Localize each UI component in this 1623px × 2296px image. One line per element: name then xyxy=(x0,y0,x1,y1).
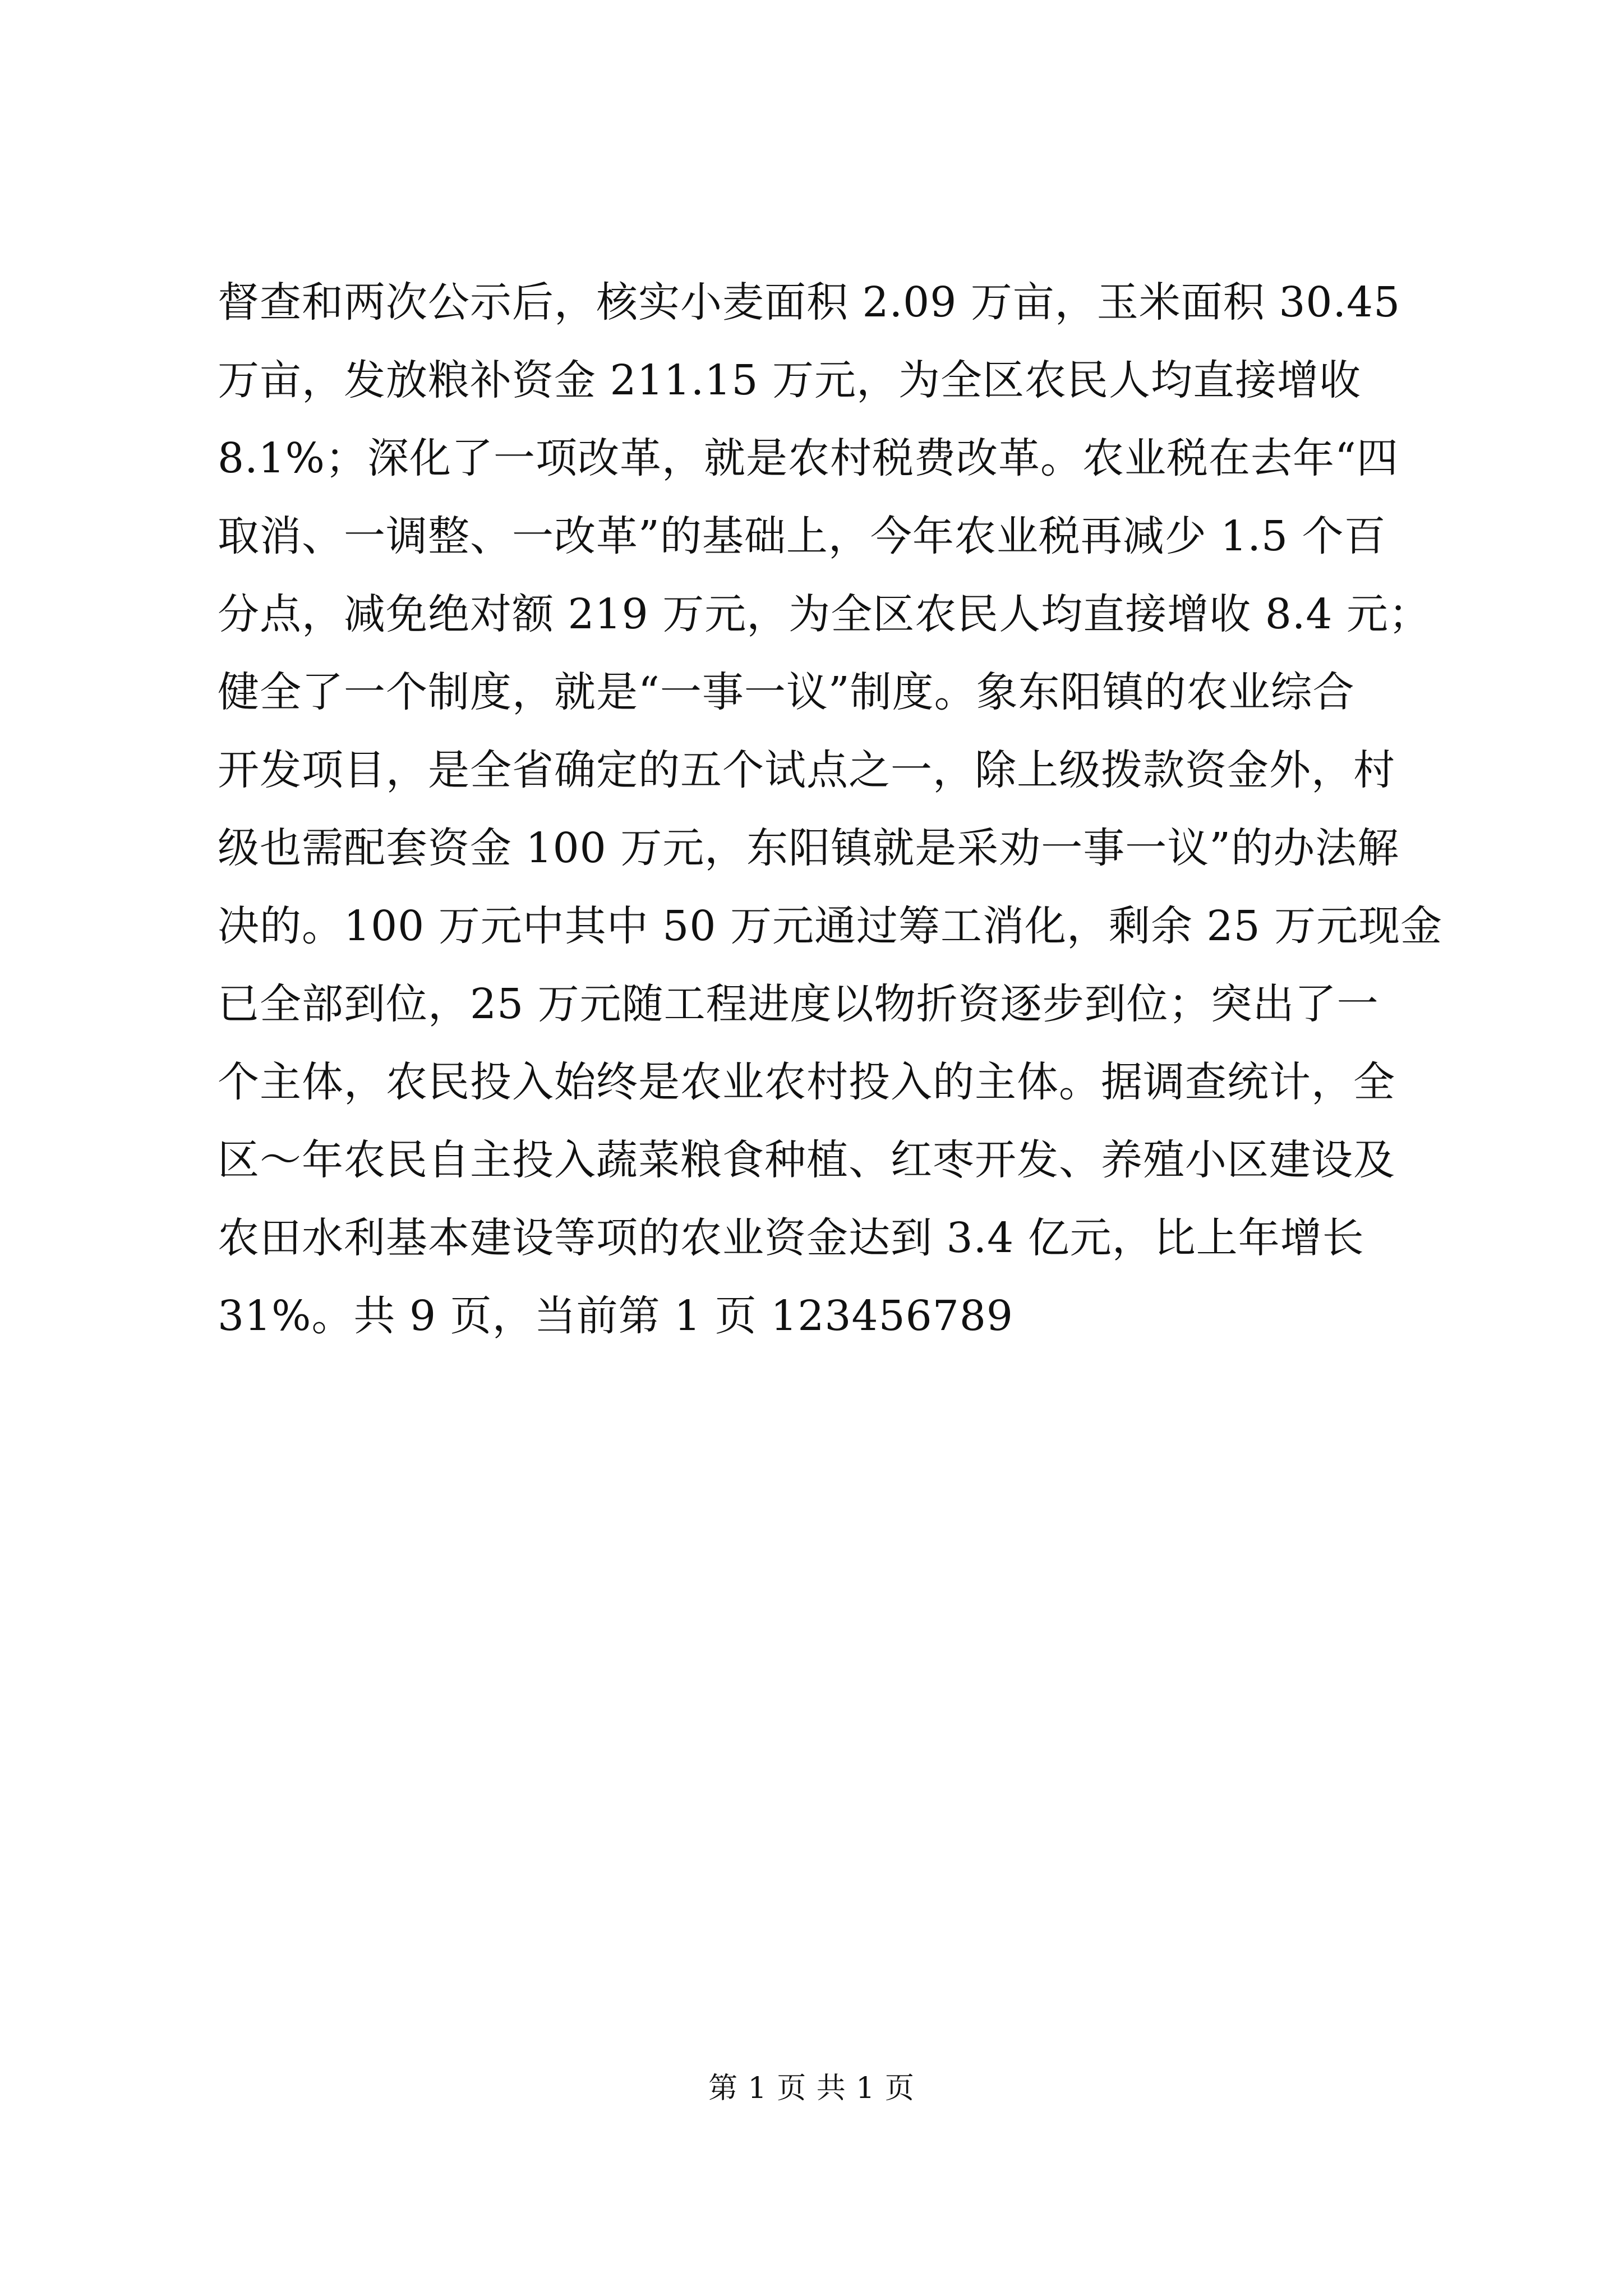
text-line: 个主体，农民投入始终是农业农村投入的主体。据调查统计，全 xyxy=(218,1058,1395,1106)
text-line: 健全了一个制度，就是“一事一议”制度。象东阳镇的农业综合 xyxy=(218,668,1355,716)
text-line: 开发项目，是全省确定的五个试点之一，除上级拨款资金外，村 xyxy=(218,746,1395,794)
page-footer: 第 1 页 共 1 页 xyxy=(708,2072,915,2105)
text-line: 级也需配套资金 100 万元，东阳镇就是采劝一事一议”的办法解 xyxy=(218,824,1400,872)
body-paragraph xyxy=(218,264,1443,1355)
text-line: 取消、一调整、一改革”的基础上，今年农业税再减少 1.5 个百 xyxy=(218,512,1386,560)
text-line: 万亩，发放粮补资金 211.15 万元，为全区农民人均直接增收 xyxy=(218,356,1361,404)
text-line: 决的。100 万元中其中 50 万元通过筹工消化，剩余 25 万元现金 xyxy=(218,902,1443,950)
text-line: 督查和两次公示后，核实小麦面积 2.09 万亩，玉米面积 30.45 xyxy=(218,278,1401,326)
text-line: 区～年农民自主投入蔬菜粮食种植、红枣开发、养殖小区建设及 xyxy=(218,1136,1395,1184)
text-line: 农田水利基本建设等项的农业资金达到 3.4 亿元，比上年增长 xyxy=(218,1214,1364,1262)
text-line: 31%。共 9 页，当前第 1 页 123456789 xyxy=(218,1292,1013,1340)
text-line: 8.1%；深化了一项改革，就是农村税费改革。农业税在去年“四 xyxy=(218,434,1399,482)
text-line: 已全部到位，25 万元随工程进度以物折资逐步到位；突出了一 xyxy=(218,980,1379,1028)
text-line: 分点，减免绝对额 219 万元，为全区农民人均直接增收 8.4 元； xyxy=(218,590,1431,638)
